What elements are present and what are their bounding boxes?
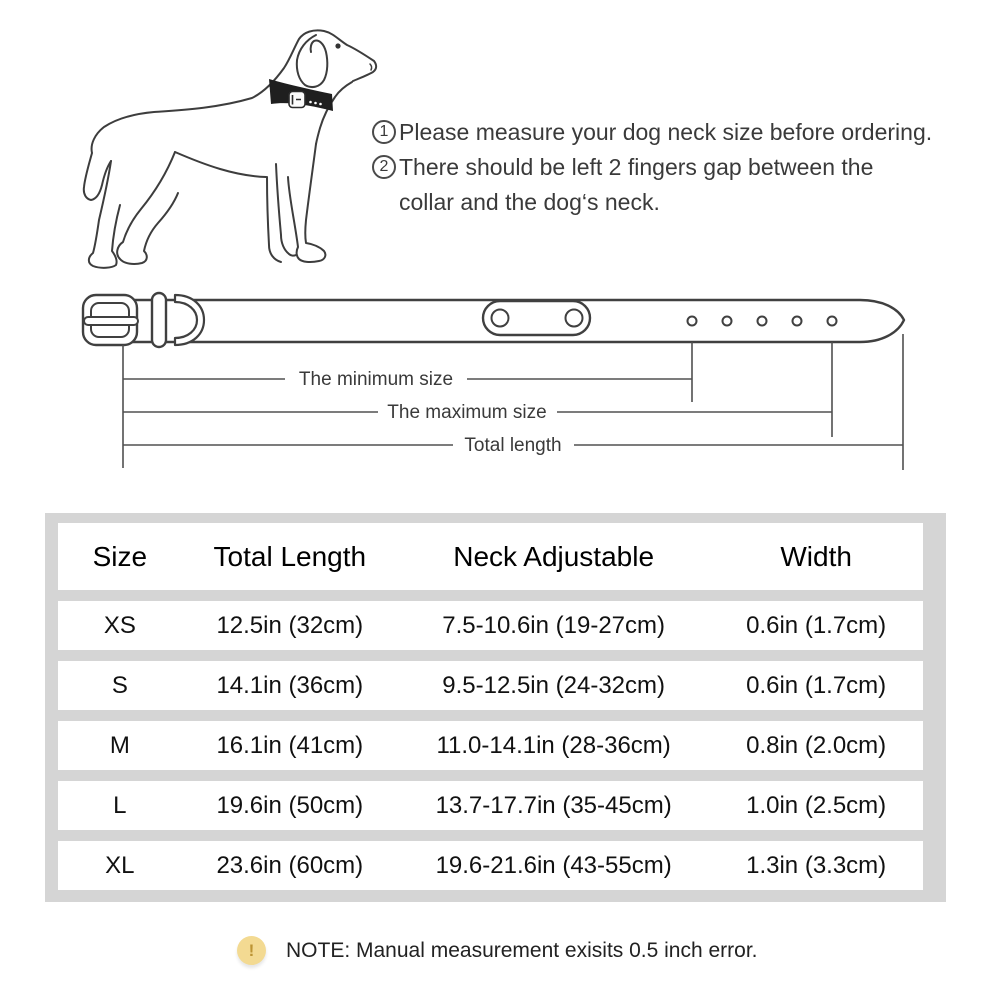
dog-belly-line [175,152,266,177]
instruction-1 [372,119,932,146]
cell-neck-adjustable: 13.7-17.7in (35-45cm) [435,791,672,819]
cell-size: S [111,671,128,699]
table-row [58,841,923,890]
cell-total-length: 19.6in (50cm) [216,791,364,819]
cell-width: 1.0in (2.5cm) [746,791,887,819]
cell-size: XS [103,611,136,639]
header-neck-adjustable: Neck Adjustable [453,540,655,572]
dog-eye [335,43,340,48]
table-row [58,721,923,770]
cell-size: L [113,791,127,819]
cell-width: 0.6in (1.7cm) [746,611,887,639]
table-row [58,661,923,710]
dog-body-outline [84,30,376,200]
table-row [58,781,923,830]
dog-near-front-leg [288,144,325,262]
header-width: Width [780,540,852,572]
header-size: Size [92,540,148,572]
dog-near-hind-leg [117,152,178,264]
instruction-2-text-line2: collar and the dog‘s neck. [399,189,660,215]
collar-buckle-prong [84,317,138,325]
dog-nostril [370,64,372,70]
plate-rivet-left [492,310,509,327]
collar-diagram [60,280,960,480]
cell-width: 1.3in (3.3cm) [746,851,887,879]
cell-neck-adjustable: 11.0-14.1in (28-36cm) [436,731,671,759]
cell-total-length: 16.1in (41cm) [216,731,364,759]
instruction-2 [372,154,873,181]
plate-rivet-right [566,310,583,327]
cell-width: 0.6in (1.7cm) [746,671,887,699]
circled-number-2-icon: 2 [372,155,396,179]
cell-total-length: 23.6in (60cm) [216,851,364,879]
collar-keeper-loop [152,293,166,347]
label-maximum-size: The maximum size [387,402,547,423]
cell-width: 0.8in (2.0cm) [746,731,887,759]
exclamation-icon: ! [237,936,266,965]
instruction-2-text-line1: There should be left 2 fingers gap between the [399,154,874,180]
measurement-note [237,936,758,965]
label-minimum-size: The minimum size [298,369,454,390]
cell-neck-adjustable: 9.5-12.5in (24-32cm) [442,671,666,699]
cell-size: M [109,731,130,759]
size-table [45,513,946,902]
table-header-row [58,523,923,590]
dog-illustration [70,15,400,285]
note-text: NOTE: Manual measurement exisits 0.5 inch error. [286,938,758,962]
header-total-length: Total Length [213,540,367,572]
cell-total-length: 12.5in (32cm) [216,611,364,639]
dog-chest-line [316,82,352,144]
cell-neck-adjustable: 19.6-21.6in (43-55cm) [435,851,672,879]
label-total-length: Total length [464,435,562,456]
cell-total-length: 14.1in (36cm) [216,671,364,699]
dog-ear [297,35,328,87]
cell-neck-adjustable: 7.5-10.6in (19-27cm) [442,611,666,639]
instruction-1-text: Please measure your dog neck size before ordering. [399,119,933,145]
table-row [58,601,923,650]
cell-size: XL [105,851,135,879]
instruction-2-continued [399,189,660,216]
circled-number-1-icon: 1 [372,120,396,144]
